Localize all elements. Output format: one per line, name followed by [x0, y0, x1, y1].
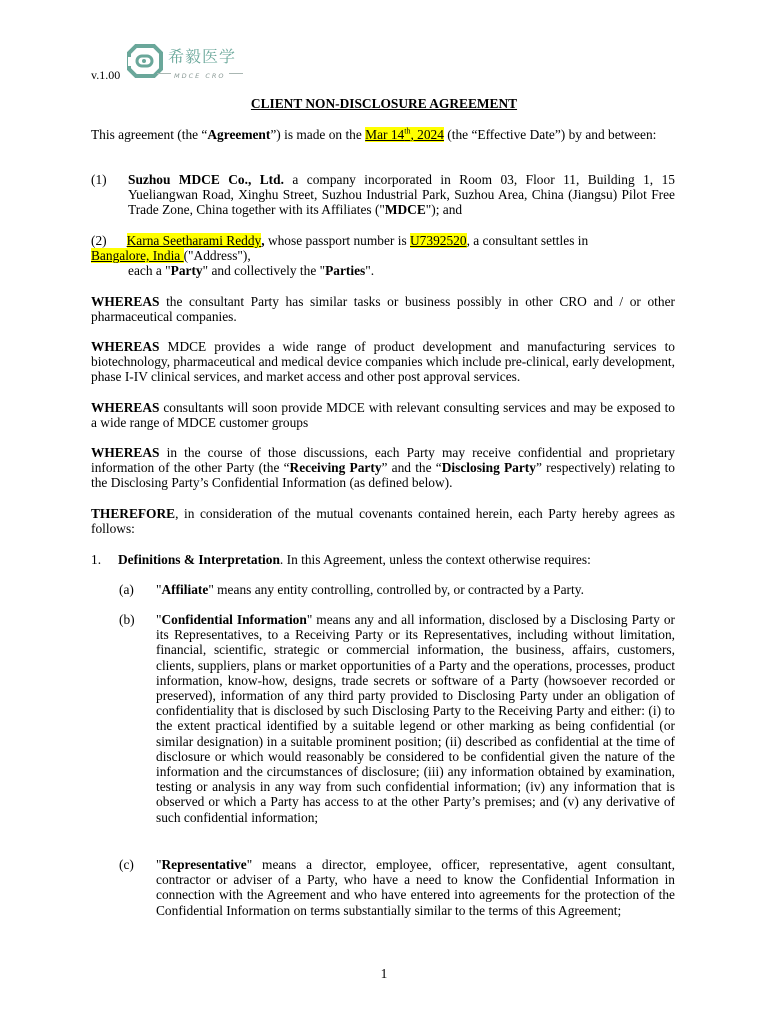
definition-item: (c) "Representative" means a director, employee, officer, representative, agent consultant, contractor or adviser of a Party, who have a need to know the Confidential Information in connection with the Agreement and who have entered into agreements for the protection of the Confidential Information on terms substantially similar to the terms of this Agreement;	[119, 857, 675, 918]
section-heading: 1. Definitions & Interpretation. In this Agreement, unless the context otherwise requires:	[91, 552, 591, 567]
whereas-clause: WHEREAS consultants will soon provide MDCE with relevant consulting services and may be exposed to a wide range of MDCE customer groups	[91, 400, 675, 431]
definition-item: (a) "Affiliate" means any entity controlling, controlled by, or contracted by a Party.	[119, 582, 584, 597]
logo-english-text: MDCE CRO	[174, 69, 226, 84]
page-title: CLIENT NON-DISCLOSURE AGREEMENT	[250, 96, 518, 111]
logo-chinese-text: 希毅医学	[168, 47, 237, 66]
party-two: (2) Karna Seetharami Reddy, whose passport number is U7392520, a consultant settles in Bangalore, India ("Address"), each a "Party" and collectively the "Parties".	[91, 233, 589, 279]
whereas-clause: WHEREAS MDCE provides a wide range of product development and manufacturing services to biotechnology, pharmaceutical and medical device companies which include pre-clinical, early development, phase I-IV clinical services, and market access and other post approval services.	[91, 339, 675, 385]
company-logo	[124, 41, 254, 81]
whereas-clause: WHEREAS in the course of those discussions, each Party may receive confidential and proprietary information of the other Party (the “Receiving Party” and the “Disclosing Party” respectively) relating to the Disclosing Party’s Confidential Information (as defined below).	[91, 445, 675, 491]
party-one: (1) Suzhou MDCE Co., Ltd. a company incorporated in Room 03, Floor 11, Building 1, 15 Yueliangwan Road, Xinghu Street, Suzhou Industrial Park, Suzhou Area, China (Jiangsu) Pilot Free Trade Zone, China together with its Affiliates ("MDCE"); and	[91, 172, 675, 218]
page-number: 1	[380, 966, 388, 981]
party-two-name: Karna Seetharami Reddy	[126, 233, 262, 248]
mdce-logo-icon	[124, 41, 164, 81]
definition-item: (b) "Confidential Information" means any and all information, disclosed by a Disclosing Party or its Representatives, to a Receiving Party or its Representatives, including without limitation, financial, scientific, strategic or commercial information, the business, affairs, customers, clients, suppliers, plans or market opportunities of a Party and the operations, processes, product information, know-how, designs, trade secrets or software of a Party (howsoever recorded or preserved), information of any third party provided to Disclosing Party under an obligation of confidentiality that is disclosed by such Disclosing Party to the Receiving Party and either: (i) to the extent practical identified by a suitable legend or other marking as being confidential (or similar designation) in a suitable prominent position; (ii) described as confidential at the time of disclosure or which would reasonably be considered to be confidential given the nature of the information and the circumstances of disclosure; (iii) any information obtained by examination, testing or analysis in any way from such confidential information; (iv) any information that is observed or which a Party has access to at the other Party’s premises; and (v) any derivative of such confidential information;	[119, 612, 675, 825]
document-version: v.1.00	[91, 68, 121, 82]
intro-paragraph: This agreement (the “Agreement”) is made on the Mar 14th, 2024 (the “Effective Date”) by and between:	[91, 126, 657, 142]
whereas-clause: WHEREAS the consultant Party has similar tasks or business possibly in other CRO and / or other pharmaceutical companies.	[91, 294, 675, 325]
effective-date: Mar 14th, 2024	[365, 126, 444, 142]
therefore-clause: THEREFORE, in consideration of the mutual covenants contained herein, each Party hereby agrees as follows:	[91, 506, 675, 537]
passport-number: U7392520	[410, 233, 467, 248]
party-two-address: Bangalore, India	[91, 248, 184, 264]
